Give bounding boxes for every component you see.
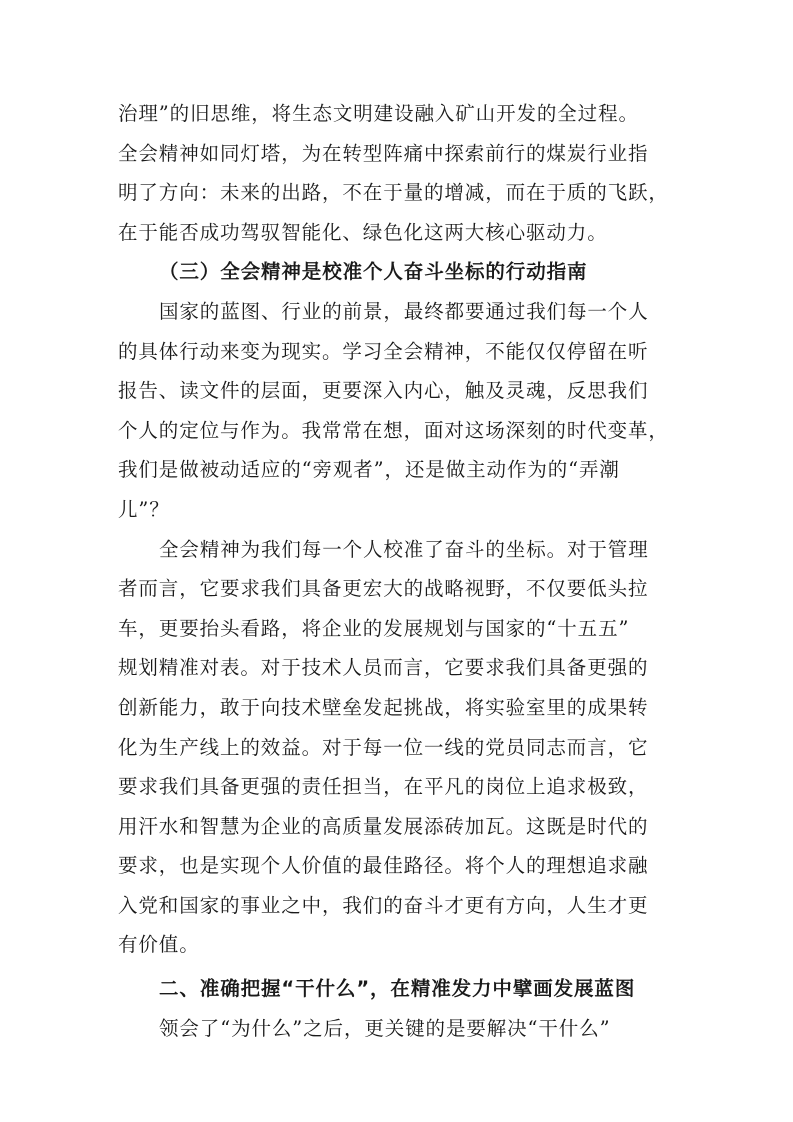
- paragraph-first-line: 领会了“为什么”之后，更关键的是要解决“干什么”: [159, 1016, 611, 1040]
- text-line: 的具体行动来变为现实。学习全会精神，不能仅仅停留在听: [118, 339, 649, 363]
- text-line: 有价值。: [118, 933, 200, 957]
- text-line: 入党和国家的事业之中，我们的奋斗才更有方向，人生才更: [118, 893, 649, 917]
- text-line: 儿”？: [118, 497, 170, 521]
- document-body: [118, 94, 674, 1048]
- text-line: 明了方向：未来的出路，不在于量的增减，而在于质的飞跃，: [118, 181, 669, 205]
- text-line: 用汗水和智慧为企业的高质量发展添砖加瓦。这既是时代的: [118, 814, 649, 838]
- text-line: 我们是做被动适应的“旁观者”，还是做主动作为的“弄潮: [118, 458, 620, 482]
- text-line: 创新能力，敢于向技术壁垒发起挑战，将实验室里的成果转: [118, 695, 649, 719]
- section-subheading: （三）全会精神是校准个人奋斗坐标的行动指南: [159, 260, 588, 284]
- text-line: 个人的定位与作为。我常常在想，面对这场深刻的时代变革，: [118, 418, 669, 442]
- paragraph-first-line: 全会精神为我们每一个人校准了奋斗的坐标。对于管理: [159, 537, 649, 561]
- text-line: 全会精神如同灯塔，为在转型阵痛中探索前行的煤炭行业指: [118, 141, 649, 165]
- text-line: 报告、读文件的层面，更要深入内心，触及灵魂，反思我们: [118, 379, 649, 403]
- text-line: 要求我们具备更强的责任担当，在平凡的岗位上追求极致，: [118, 775, 649, 799]
- text-line: 化为生产线上的效益。对于每一位一线的党员同志而言，它: [118, 735, 649, 759]
- text-line: 要求，也是实现个人价值的最佳路径。将个人的理想追求融: [118, 854, 649, 878]
- text-line: 车，更要抬头看路，将企业的发展规划与国家的“十五五”: [118, 616, 630, 640]
- paragraph-first-line: 国家的蓝图、行业的前景，最终都要通过我们每一个人: [159, 299, 649, 323]
- text-line: 在于能否成功驾驭智能化、绿色化这两大核心驱动力。: [118, 220, 608, 244]
- text-line: 治理”的旧思维，将生态文明建设融入矿山开发的全过程。: [118, 102, 639, 125]
- text-line: 者而言，它要求我们具备更宏大的战略视野，不仅要低头拉: [118, 577, 649, 601]
- text-line: 规划精准对表。对于技术人员而言，它要求我们具备更强的: [118, 656, 649, 680]
- section-heading: 二、准确把握“干什么”，在精准发力中擘画发展蓝图: [159, 977, 636, 1001]
